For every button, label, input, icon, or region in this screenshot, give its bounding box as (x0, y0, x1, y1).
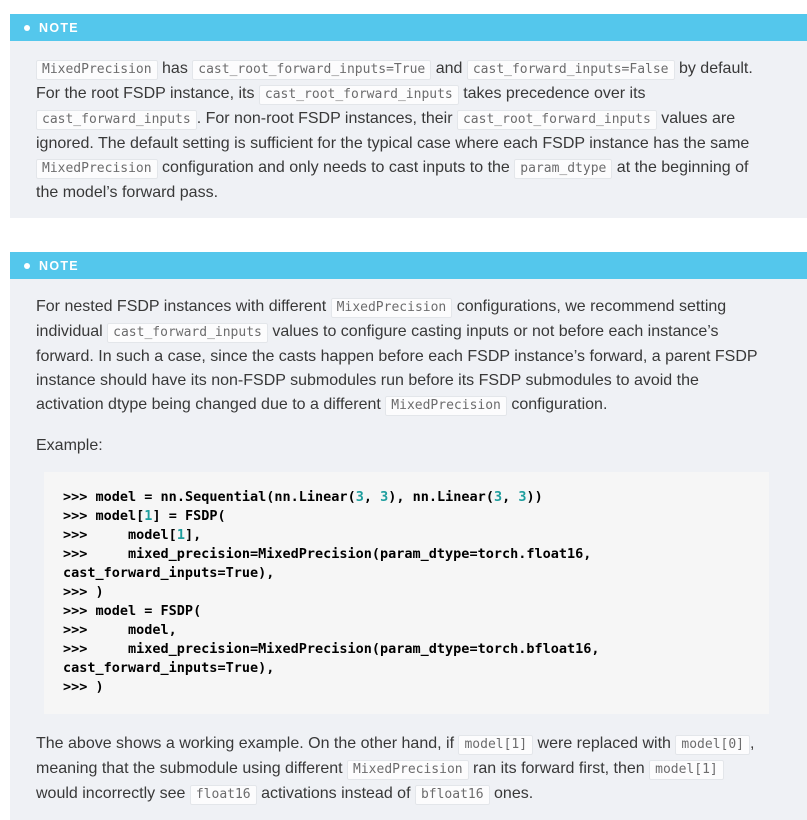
inline-code: MixedPrecision (347, 760, 469, 780)
code-line: >>> model[1], (63, 527, 202, 543)
code-number-literal: 1 (144, 508, 153, 524)
note-title: NOTE (39, 20, 79, 35)
note-body (10, 279, 807, 820)
paragraph: MixedPrecision has cast_root_forward_inputs=True and cast_forward_inputs=False by default. For the root FSDP instance, its cast_root_forward_inputs takes precedence over its cast_forward_inputs . For non-root FSDP instances, their cast_root_forward_inputs values are ignored. The default setting is sufficient for the typical case where each FSDP instance has the same MixedPrecision configuration and only needs to cast inputs to the param_dtype at the beginning of the model’s forward pass. (36, 60, 753, 201)
note-header (10, 14, 807, 41)
code-line: >>> ) (63, 584, 104, 600)
inline-code: MixedPrecision (331, 298, 453, 318)
code-line: >>> model = FSDP( (63, 603, 202, 619)
inline-code: cast_forward_inputs=False (467, 60, 675, 80)
code-block (44, 472, 769, 714)
code-line: >>> ) (63, 679, 104, 695)
code-line: >>> model, (63, 622, 177, 638)
inline-code: float16 (190, 785, 257, 805)
inline-code: bfloat16 (415, 785, 490, 805)
documentation-page (0, 14, 807, 802)
inline-code: cast_root_forward_inputs (259, 85, 459, 105)
note-title: NOTE (39, 258, 79, 273)
code-line: >>> mixed_precision=MixedPrecision(param_dtype=torch.bfloat16, (63, 641, 600, 657)
inline-code: cast_forward_inputs (36, 110, 197, 130)
code-line: >>> model[1] = FSDP( (63, 508, 226, 524)
inline-code: cast_root_forward_inputs=True (192, 60, 431, 80)
code-number-literal: 3 (493, 489, 503, 505)
inline-code: MixedPrecision (36, 159, 158, 179)
inline-code: MixedPrecision (385, 396, 507, 416)
inline-code: model[1] (649, 760, 724, 780)
code-line: cast_forward_inputs=True), (63, 565, 275, 581)
inline-code: param_dtype (514, 159, 612, 179)
inline-code: model[1] (458, 735, 533, 755)
code-number-literal: 1 (176, 527, 185, 543)
inline-code: cast_forward_inputs (107, 323, 268, 343)
code-number-literal: 3 (355, 489, 364, 505)
inline-code: MixedPrecision (36, 60, 158, 80)
example-label: Example: (36, 437, 103, 454)
note-bullet-icon (24, 263, 30, 269)
code-line: >>> model = nn.Sequential(nn.Linear(3, 3), nn.Linear(3, 3)) (63, 489, 543, 505)
paragraph: The above shows a working example. On the other hand, if model[1] were replaced with model[0] , meaning that the submodule using different MixedPrecision ran its forward first, then model[1] would incorrectly see float16 activations instead of bfloat16 ones. (36, 732, 769, 807)
note-admonition-2 (10, 252, 807, 820)
note-admonition-1 (10, 14, 807, 218)
note-body (10, 41, 807, 218)
inline-code: cast_root_forward_inputs (457, 110, 657, 130)
paragraph: For nested FSDP instances with different MixedPrecision configurations, we recommend setting individual cast_forward_inputs values to configure casting inputs or not before each instance’s forward. In such a case, since the casts happen before each FSDP instance’s forward, a parent FSDP instance should have its non-FSDP submodules run before its FSDP submodules to avoid the activation dtype being changed due to a different MixedPrecision configuration. (36, 295, 769, 418)
code-number-literal: 3 (518, 489, 527, 505)
note-bullet-icon (24, 25, 30, 31)
code-number-literal: 3 (380, 489, 389, 505)
note-header (10, 252, 807, 279)
inline-code: model[0] (675, 735, 750, 755)
code-line: cast_forward_inputs=True), (63, 660, 275, 676)
code-line: >>> mixed_precision=MixedPrecision(param_dtype=torch.float16, (63, 546, 592, 562)
